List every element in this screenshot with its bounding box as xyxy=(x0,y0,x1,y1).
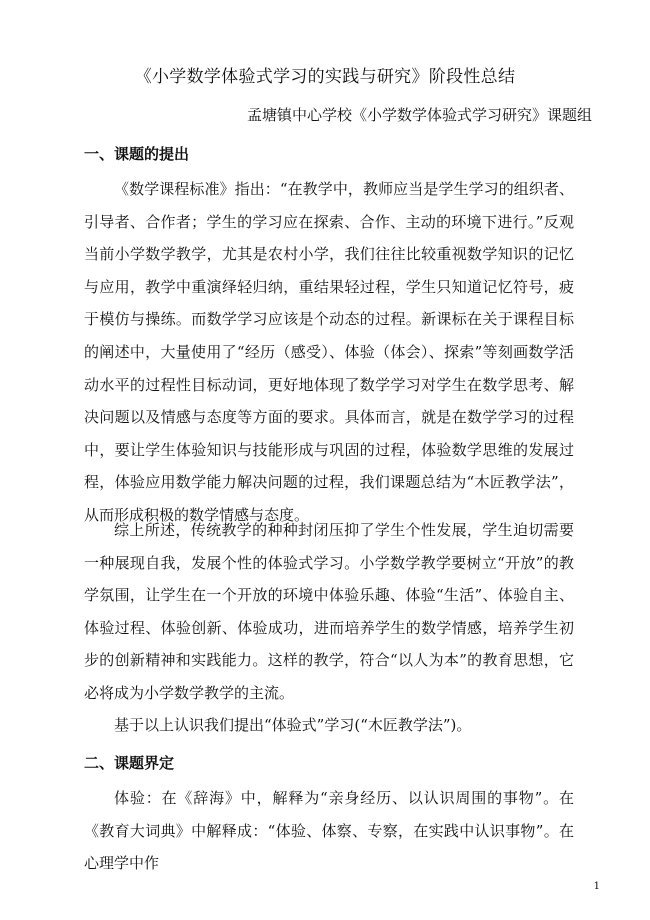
paragraph: 综上所述，传统教学的种种封闭压抑了学生个性发展，学生迫切需要一种展现自我，发展个性的体验式学习。小学数学教学要树立“开放”的教学氛围，让学生在一个开放的环境中体验乐趣、体验“生活”、体验自主、体验过程、体验创新、体验成功，进而培养学生的数学情感，培养学生初步的创新精神和实践能力。这样的教学，符合“以人为本”的教育思想，它必将成为小学数学教学的主流。 xyxy=(84,521,574,702)
paragraph: 体验：在《辞海》中，解释为“亲身经历、以认识周围的事物”。在《教育大词典》中解释成：“体验、体察、专察，在实践中认识事物”。在心理学中作 xyxy=(84,789,574,873)
page-number: 1 xyxy=(593,881,600,892)
paragraph: 基于以上认识我们提出“体验式”学习(“木匠教学法”)。 xyxy=(114,716,472,734)
section-heading: 二、课题界定 xyxy=(84,754,175,772)
paragraph: 《数学课程标准》指出：“在教学中，教师应当是学生学习的组织者、引导者、合作者；学生的学习应在探索、合作、主动的环境下进行。”反观当前小学数学教学，尤其是农村小学，我们往往比较重视数学知识的记忆与应用，教学中重演绎轻归纳，重结果轻过程，学生只知道记忆符号，疲于模仿与操练。而数学学习应该是个动态的过程。新课标在关于课程目标的阐述中，大量使用了“经历（感受）、体验（体会）、探索”等刻画数学活动水平的过程性目标动词，更好地体现了数学学习对学生在数学思考、解决问题以及情感与态度等方面的要求。具体而言，就是在数学学习的过程中，要让学生体验知识与技能形成与巩固的过程，体验数学思维的发展过程，体验应用数学能力解决问题的过程，我们课题总结为“木匠教学法”，从而形成积极的数学情感与态度。 xyxy=(84,180,574,524)
document-title: 《小学数学体验式学习的实践与研究》阶段性总结 xyxy=(134,67,516,87)
document-subtitle: 孟塘镇中心学校《小学数学体验式学习研究》课题组 xyxy=(246,106,592,124)
section-heading: 一、课题的提出 xyxy=(84,145,190,163)
